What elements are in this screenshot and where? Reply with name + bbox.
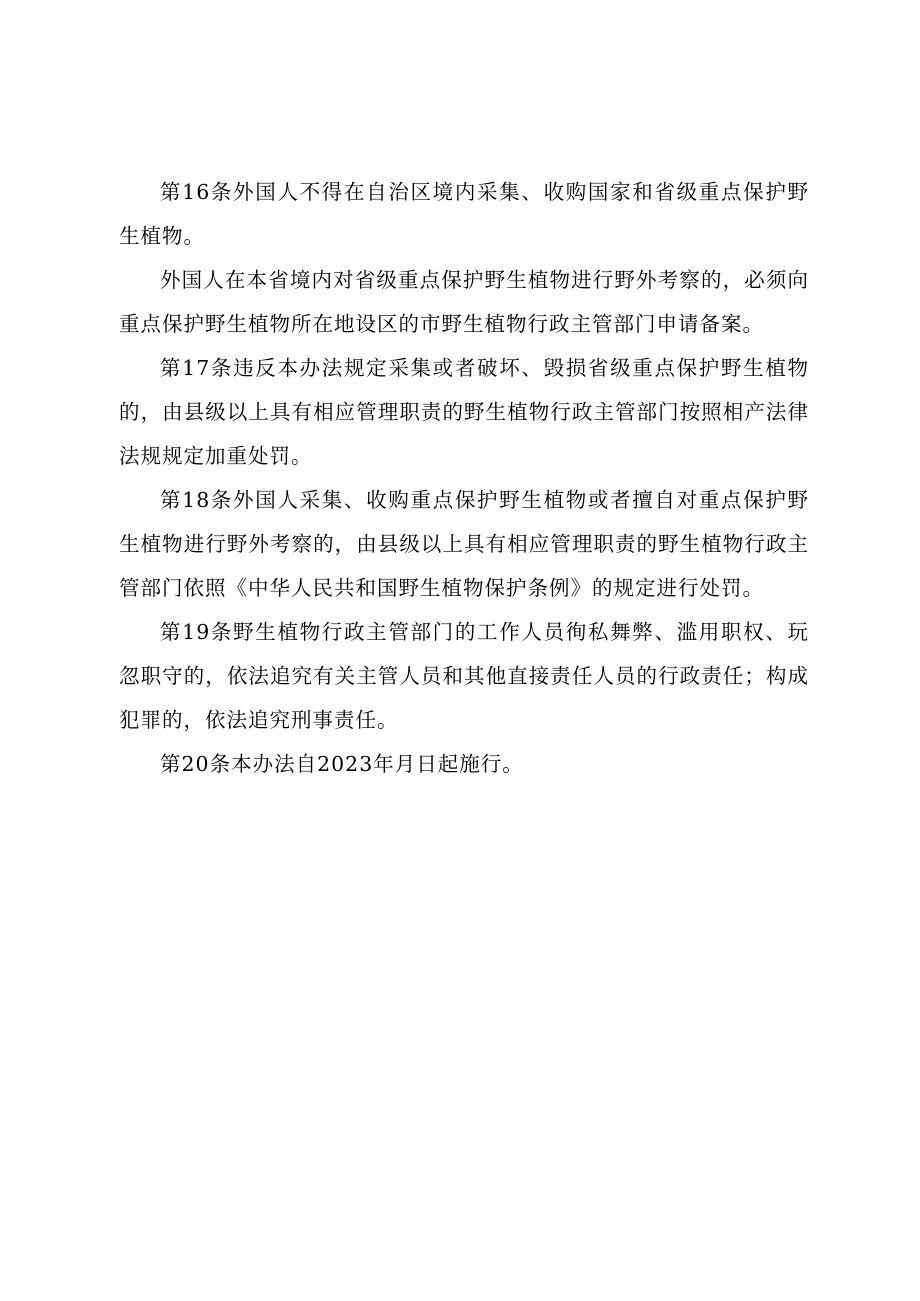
paragraph-article-17: 第17条违反本办法规定采集或者破坏、毁损省级重点保护野生植物的，由县级以上具有相应管理职责的野生植物行政主管部门按照相产法律法规规定加重处罚。 — [119, 356, 809, 468]
paragraph-article-16: 第16条外国人不得在自治区境内采集、收购国家和省级重点保护野生植物。 — [119, 180, 809, 248]
document-body — [119, 170, 809, 786]
paragraph-foreign-field-survey: 外国人在本省境内对省级重点保护野生植物进行野外考察的，必须向重点保护野生植物所在地设区的市野生植物行政主管部门申请备案。 — [119, 268, 809, 336]
paragraph-article-18: 第18条外国人采集、收购重点保护野生植物或者擅自对重点保护野生植物进行野外考察的，由县级以上具有相应管理职责的野生植物行政主管部门依照《中华人民共和国野生植物保护条例》的规定进行处罚。 — [119, 488, 809, 600]
paragraph-article-20: 第20条本办法自2023年月日起施行。 — [160, 752, 524, 776]
paragraph-article-19: 第19条野生植物行政主管部门的工作人员徇私舞弊、滥用职权、玩忽职守的，依法追究有关主管人员和其他直接责任人员的行政责任；构成犯罪的，依法追究刑事责任。 — [119, 620, 809, 732]
